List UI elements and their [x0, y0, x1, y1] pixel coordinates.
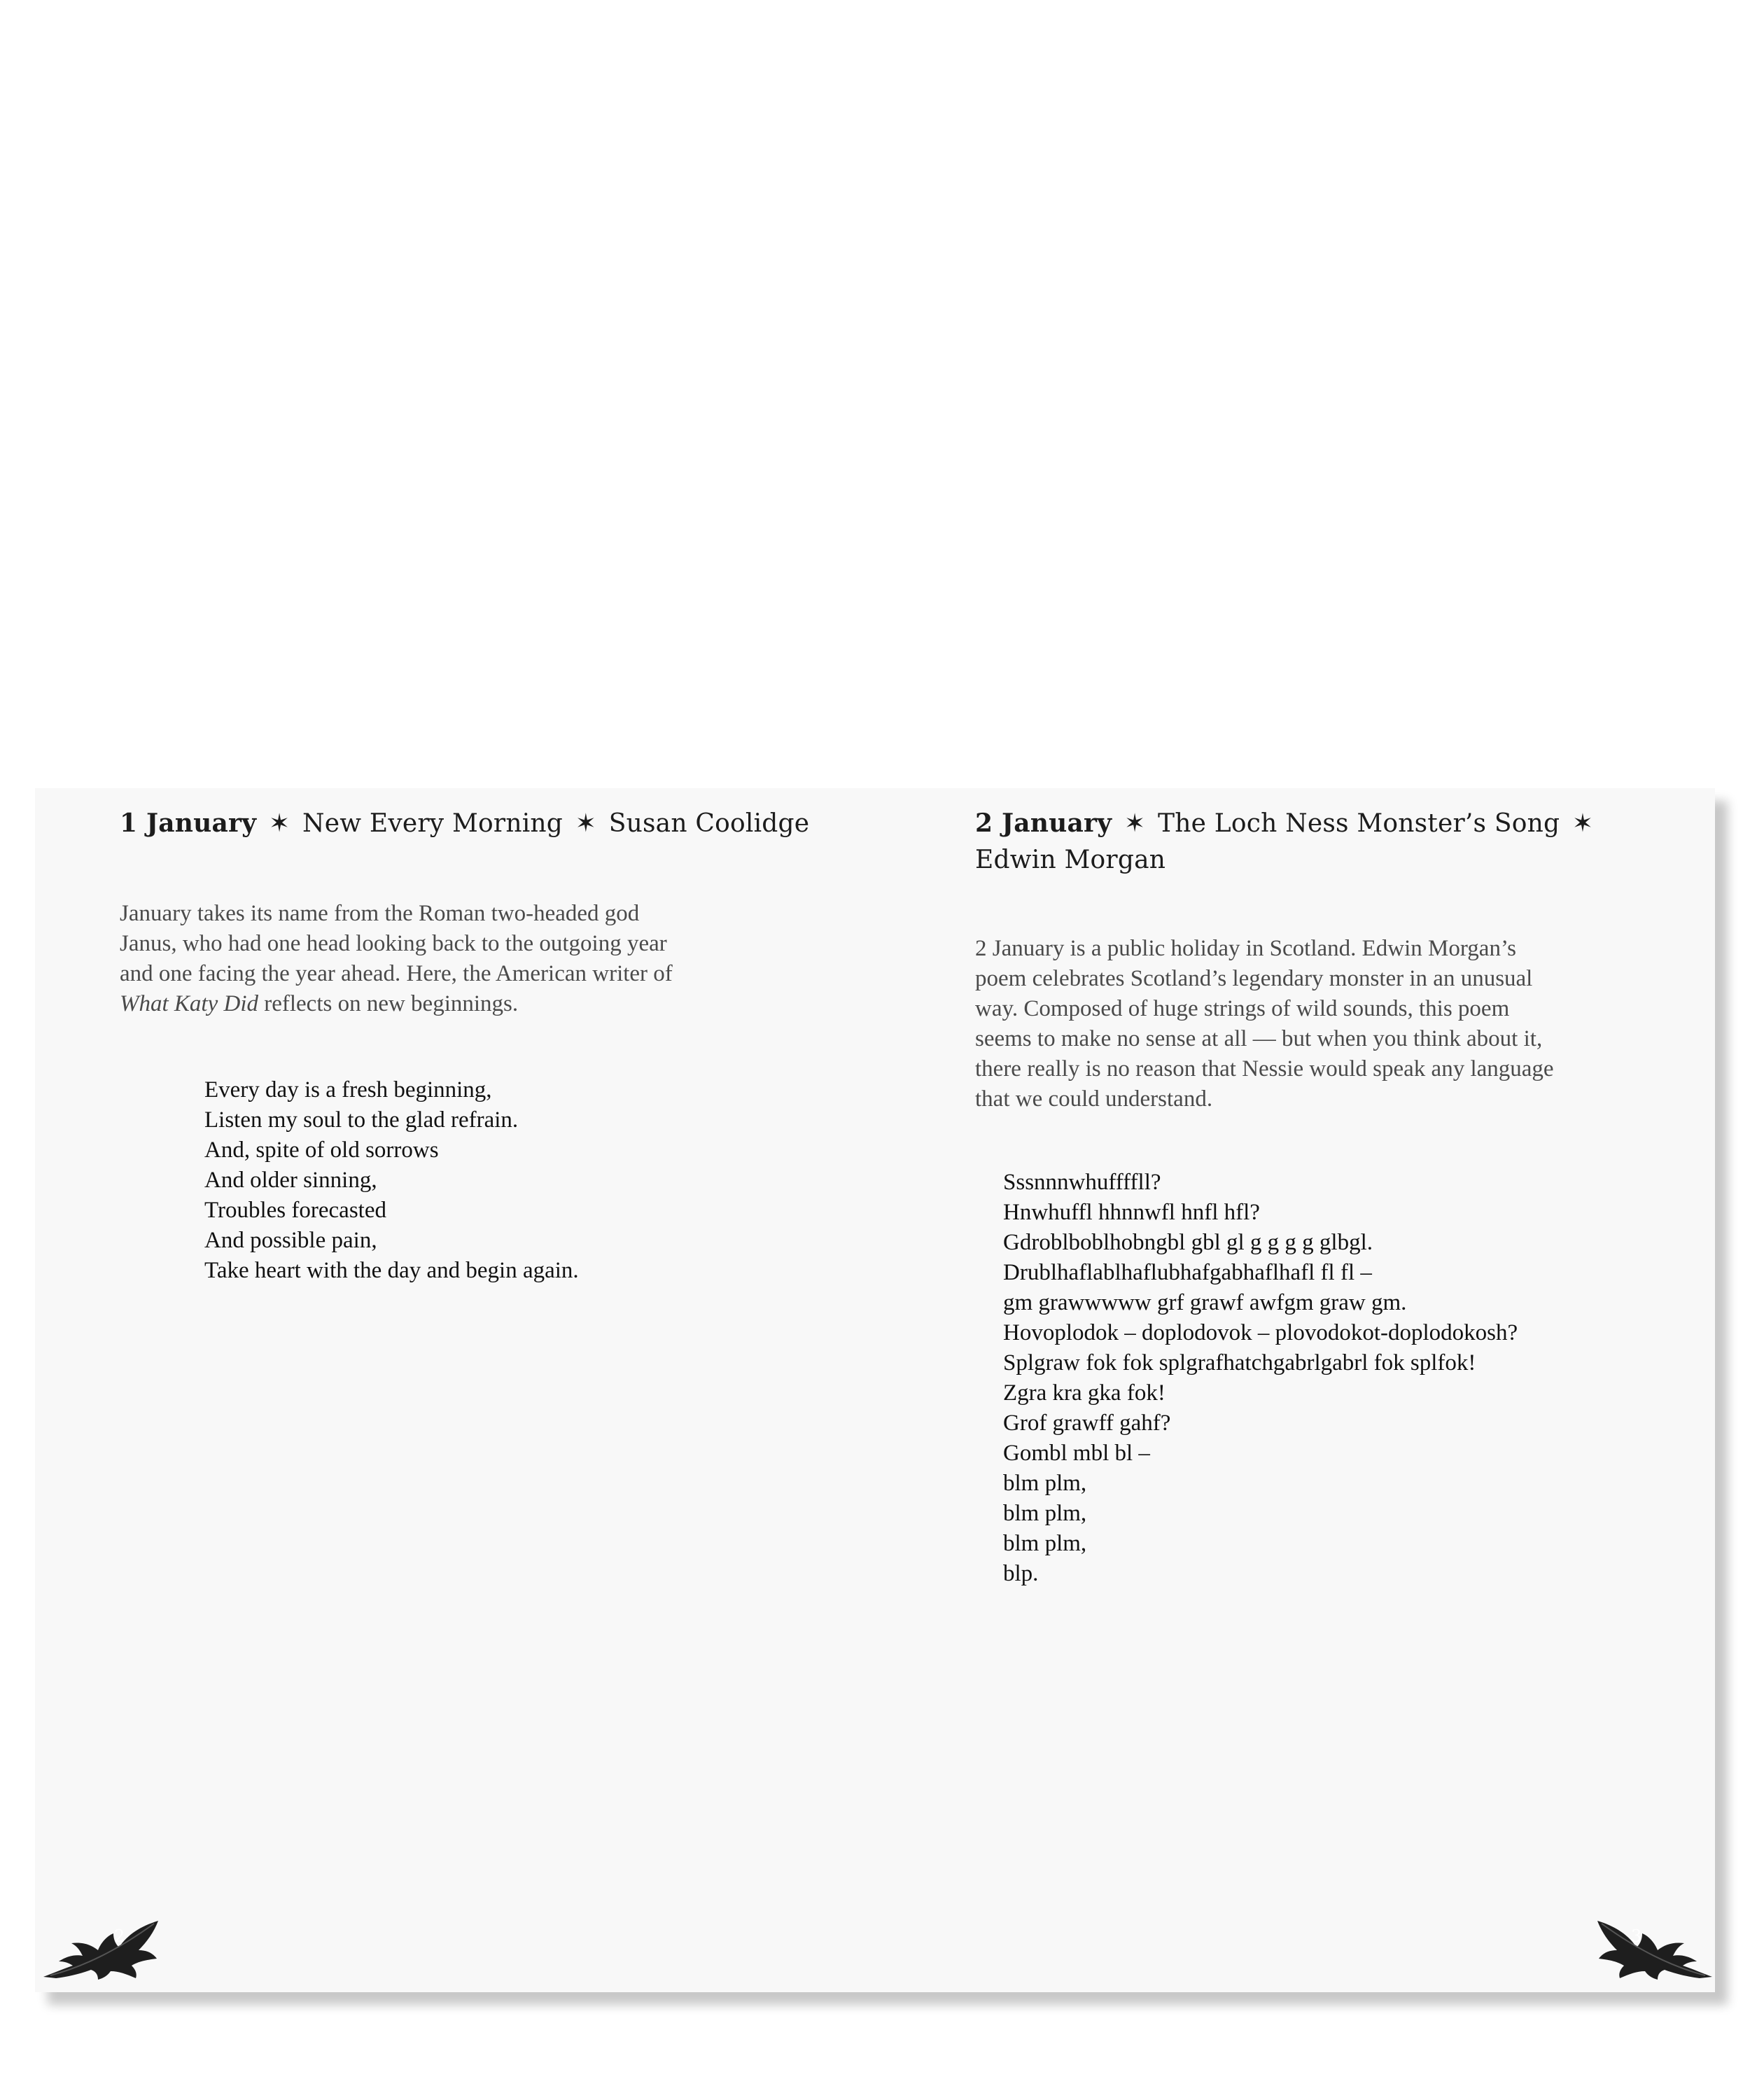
star-separator-icon: ✶ — [1124, 809, 1146, 838]
poem-line: blm plm, — [1003, 1471, 1087, 1496]
poem-author: Susan Coolidge — [608, 809, 810, 838]
poem-line: Take heart with the day and begin again. — [204, 1258, 579, 1283]
right-page-heading — [975, 805, 1675, 878]
left-page — [35, 788, 875, 1992]
poem-line: blm plm, — [1003, 1531, 1087, 1556]
poem-line: And older sinning, — [204, 1168, 377, 1193]
poem-line: Troubles forecasted — [204, 1198, 386, 1223]
poem-title: The Loch Ness Monster’s Song — [1158, 809, 1560, 838]
intro-line: poem celebrates Scotland’s legendary monster in an unusual — [975, 966, 1533, 991]
right-page — [875, 788, 1715, 1992]
left-page-intro — [120, 899, 820, 1019]
right-poem — [1003, 1168, 1689, 1589]
book-title: What Katy Did — [120, 991, 258, 1016]
book-spread — [35, 788, 1715, 1992]
leaf-icon — [1575, 1901, 1715, 1985]
intro-line: Janus, who had one head looking back to the outgoing year — [120, 931, 667, 956]
intro-line: seems to make no sense at all — but when you think about it, — [975, 1026, 1543, 1051]
poem-line: Splgraw fok fok splgrafhatchgabrlgabrl fok splfok! — [1003, 1350, 1476, 1376]
leaf-icon — [41, 1901, 181, 1985]
intro-line: way. Composed of huge strings of wild sounds, this poem — [975, 996, 1510, 1021]
intro-text: reflects on new beginnings. — [258, 991, 519, 1016]
page-number: 2 — [114, 1926, 125, 1946]
star-separator-icon: ✶ — [575, 809, 597, 838]
poem-line: Hovoplodok – doplodovok – plovodokot-doplodokosh? — [1003, 1320, 1518, 1345]
poem-line: gm grawwwww grf grawf awfgm graw gm. — [1003, 1290, 1407, 1315]
poem-author: Edwin Morgan — [975, 846, 1166, 874]
star-separator-icon: ✶ — [1572, 809, 1594, 838]
poem-line: Hnwhuffl hhnnwfl hnfl hfl? — [1003, 1200, 1260, 1225]
right-folio — [1575, 1901, 1715, 1985]
intro-line: January takes its name from the Roman two-headed god — [120, 901, 640, 926]
poem-title: New Every Morning — [302, 809, 564, 838]
poem-line: Drublhaflablhaflubhafgabhaflhafl fl fl – — [1003, 1260, 1372, 1285]
left-poem — [204, 1075, 834, 1286]
poem-line: Sssnnnwhuffffll? — [1003, 1170, 1161, 1195]
poem-line: Listen my soul to the glad refrain. — [204, 1107, 519, 1133]
poem-line: And possible pain, — [204, 1228, 377, 1253]
intro-line — [120, 989, 820, 1019]
poem-line: blp. — [1003, 1561, 1039, 1586]
poem-line: Gdroblboblhobngbl gbl gl g g g g glbgl. — [1003, 1230, 1373, 1255]
entry-date: 2 January — [975, 808, 1112, 838]
poem-line: Gombl mbl bl – — [1003, 1441, 1150, 1466]
page-number: 3 — [1631, 1926, 1642, 1946]
poem-line: blm plm, — [1003, 1501, 1087, 1526]
left-folio — [41, 1901, 181, 1985]
left-page-heading — [120, 805, 820, 842]
poem-line: Every day is a fresh beginning, — [204, 1077, 492, 1102]
intro-line: 2 January is a public holiday in Scotland. Edwin Morgan’s — [975, 936, 1516, 961]
entry-date: 1 January — [120, 808, 257, 838]
right-page-intro — [975, 934, 1682, 1114]
poem-line: Zgra kra gka fok! — [1003, 1380, 1166, 1406]
intro-line: and one facing the year ahead. Here, the American writer of — [120, 961, 673, 986]
star-separator-icon: ✶ — [268, 809, 290, 838]
intro-line: there really is no reason that Nessie would speak any language — [975, 1056, 1554, 1082]
poem-line: And, spite of old sorrows — [204, 1138, 439, 1163]
intro-line: that we could understand. — [975, 1086, 1213, 1112]
poem-line: Grof grawff gahf? — [1003, 1410, 1171, 1436]
